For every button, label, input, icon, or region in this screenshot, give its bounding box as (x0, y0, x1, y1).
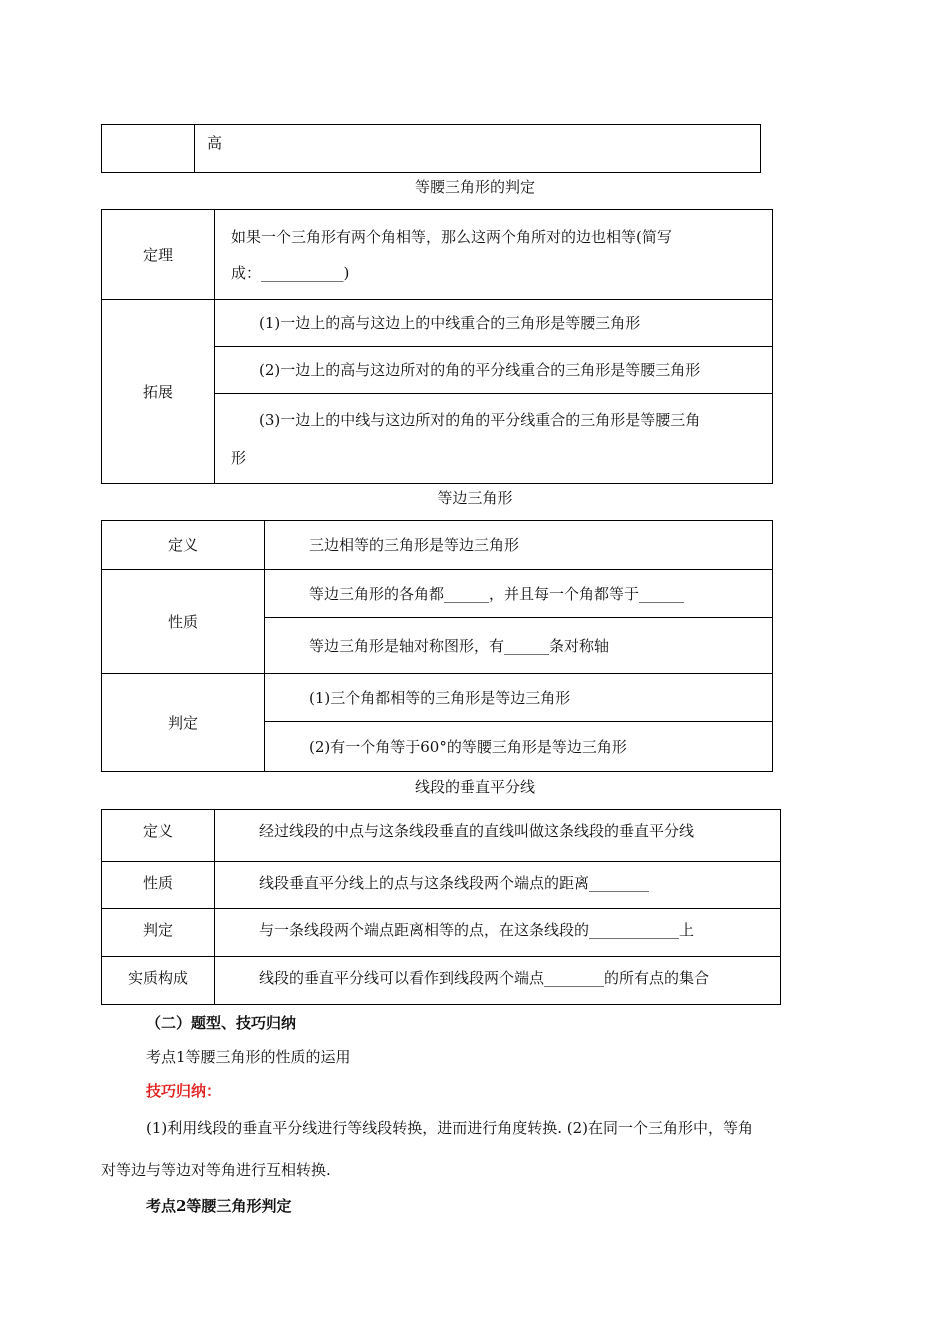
section-title-isosceles-judgement: 等腰三角形的判定 (414, 178, 535, 196)
extension-item-1: (1)一边上的高与这边上的中线重合的三角形是等腰三角形 (215, 300, 773, 347)
equilateral-property-1: 等边三角形的各角都______，并且每一个角都等于______ (265, 570, 773, 618)
bisector-row-text: 与一条线段两个端点距离相等的点，在这条线段的____________上 (215, 909, 781, 957)
equilateral-definition-text: 三边相等的三角形是等边三角形 (265, 521, 773, 570)
bisector-row-label: 性质 (102, 862, 215, 909)
extension-item-2: (2)一边上的高与这边所对的角的平分线重合的三角形是等腰三角形 (215, 347, 773, 394)
bisector-row-text: 线段的垂直平分线可以看作到线段两个端点________的所有点的集合 (215, 957, 781, 1005)
equilateral-judgement-label: 判定 (102, 674, 265, 772)
part2-heading: （二）题型、技巧归纳 (146, 1014, 297, 1032)
bisector-row-label: 判定 (102, 909, 215, 957)
top-table-empty-cell (102, 125, 195, 173)
bisector-row-label: 实质构成 (102, 957, 215, 1005)
equilateral-judgement-2: (2)有一个角等于60°的等腰三角形是等边三角形 (265, 722, 773, 772)
bisector-row-text: 经过线段的中点与这条线段垂直的直线叫做这条线段的垂直平分线 (215, 810, 781, 862)
section-title-equilateral: 等边三角形 (437, 489, 513, 507)
equilateral-table (101, 520, 773, 772)
equilateral-property-label: 性质 (102, 570, 265, 674)
equilateral-definition-label: 定义 (102, 521, 265, 570)
tip-label: 技巧归纳： (146, 1082, 222, 1100)
perpendicular-bisector-table (101, 809, 781, 1005)
theorem-text (215, 210, 773, 300)
bisector-row-text: 线段垂直平分线上的点与这条线段两个端点的距离________ (215, 862, 781, 909)
bisector-row-label: 定义 (102, 810, 215, 862)
tip-line-2: 对等边与等边对等角进行互相转换. (101, 1161, 331, 1179)
equilateral-property-2: 等边三角形是轴对称图形，有______条对称轴 (265, 618, 773, 674)
extension-item-3-line-1: (3)一边上的中线与这边所对的角的平分线重合的三角形是等腰三角 (259, 410, 701, 429)
extension-label: 拓展 (102, 300, 215, 484)
isosceles-judgement-table (101, 209, 773, 484)
extension-item-3-line-2: 形 (231, 448, 247, 467)
top-table-cell: 高 (195, 125, 761, 173)
equilateral-judgement-1: (1)三个角都相等的三角形是等边三角形 (265, 674, 773, 722)
key-point-2: 考点2等腰三角形判定 (146, 1197, 292, 1215)
theorem-line-1: 如果一个三角形有两个角相等，那么这两个角所对的边也相等(简写 (231, 227, 672, 246)
theorem-label: 定理 (102, 210, 215, 300)
theorem-line-2: 成：___________) (231, 263, 350, 282)
extension-item-3 (215, 394, 773, 484)
key-point-1: 考点1等腰三角形的性质的运用 (146, 1048, 351, 1066)
section-title-perpendicular-bisector: 线段的垂直平分线 (414, 778, 535, 796)
top-table (101, 124, 761, 173)
tip-line-1: (1)利用线段的垂直平分线进行等线段转换，进而进行角度转换. (2)在同一个三角形中，等角 (146, 1119, 754, 1137)
